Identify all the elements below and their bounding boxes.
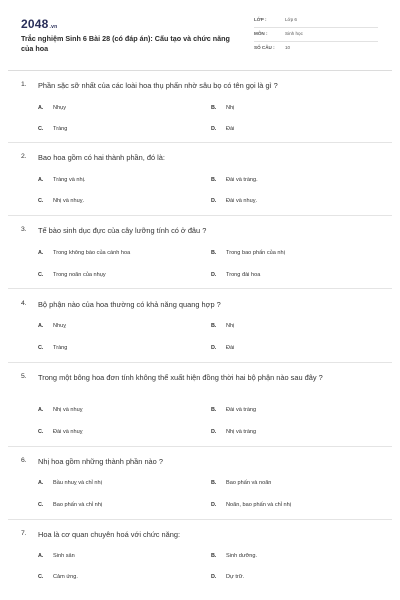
question-text: Bộ phận nào của hoa thường có khả năng quang hợp ?	[38, 300, 221, 309]
option-letter: D.	[211, 429, 217, 435]
option-text: Noãn, bao phấn và chỉ nhị	[226, 502, 291, 508]
option-letter: D.	[211, 345, 217, 351]
option-text: Cảm ứng.	[53, 574, 78, 580]
option-text: Nhụy	[53, 105, 67, 111]
logo-suffix: .vn	[49, 24, 58, 30]
option-text: Trong noãn của nhụy	[53, 272, 106, 278]
option-letter: B.	[211, 177, 217, 183]
option-letter: A.	[38, 323, 44, 329]
meta-panel	[254, 14, 378, 56]
page-title: Trắc nghiệm Sinh 6 Bài 28 (có đáp án): Cấu tạo và chức năng của hoa	[21, 34, 230, 53]
option-text: Tràng và nhị.	[53, 177, 86, 183]
option-letter: A.	[38, 480, 44, 486]
page-header	[0, 0, 400, 70]
option-letter: A.	[38, 177, 44, 183]
option-letter: C.	[38, 429, 44, 435]
site-logo[interactable]	[21, 17, 57, 31]
option-text: Sinh dưỡng.	[226, 553, 258, 559]
option-letter: A.	[38, 250, 44, 256]
option-text: Trong không bào của cánh hoa	[53, 250, 131, 256]
option-text: Dự trữ.	[226, 574, 245, 580]
question-number: 7.	[21, 530, 27, 537]
header-divider	[8, 70, 392, 71]
option-text: Trong đài hoa	[226, 272, 261, 278]
option-letter: B.	[211, 553, 217, 559]
option-text: Sinh sản	[53, 553, 75, 559]
question-divider	[8, 288, 392, 289]
option-letter: D.	[211, 198, 217, 204]
option-text: Đài và tràng	[226, 407, 257, 413]
question-number: 5.	[21, 373, 27, 380]
option-text: Nhị và nhuỵ.	[53, 198, 85, 204]
option-text: Đài và nhuỵ.	[226, 198, 258, 204]
option-letter: C.	[38, 198, 44, 204]
meta-row-class	[254, 14, 378, 28]
question-number: 2.	[21, 153, 27, 160]
option-letter: C.	[38, 574, 44, 580]
option-letter: B.	[211, 323, 217, 329]
option-letter: C.	[38, 502, 44, 508]
option-text: Bao phấn và chỉ nhị	[53, 502, 103, 508]
meta-key: LỚP :	[254, 17, 267, 22]
option-letter: B.	[211, 407, 217, 413]
option-letter: A.	[38, 553, 44, 559]
option-letter: D.	[211, 126, 217, 132]
option-text: Đài	[226, 345, 235, 351]
question-number: 4.	[21, 300, 27, 307]
question-divider	[8, 446, 392, 447]
option-text: Đài	[226, 126, 235, 132]
option-text: Tràng	[53, 126, 68, 132]
meta-key: SỐ CÂU :	[254, 45, 275, 50]
meta-key: MÔN :	[254, 31, 268, 36]
meta-value: Sinh học	[285, 31, 303, 36]
option-text: Nhuỵ	[53, 323, 67, 329]
option-letter: D.	[211, 502, 217, 508]
meta-row-count	[254, 42, 378, 56]
option-letter: D.	[211, 272, 217, 278]
logo-text: 2048	[21, 17, 49, 31]
option-letter: C.	[38, 126, 44, 132]
option-text: Đài và tràng.	[226, 177, 258, 183]
option-letter: D.	[211, 574, 217, 580]
option-text: Trong bao phấn của nhị	[226, 250, 285, 256]
question-divider	[8, 215, 392, 216]
option-text: Nhị	[226, 323, 235, 329]
question-number: 6.	[21, 457, 27, 464]
meta-value: 10	[285, 45, 291, 50]
question-divider	[8, 362, 392, 363]
question-text: Trong một bông hoa đơn tính không thể xuất hiện đồng thời hai bộ phận nào sau đây ?	[38, 373, 323, 382]
question-number: 3.	[21, 226, 27, 233]
option-letter: A.	[38, 105, 44, 111]
option-text: Bầu nhuỵ và chỉ nhị	[53, 480, 102, 486]
option-text: Đài và nhuỵ	[53, 429, 83, 435]
option-letter: B.	[211, 250, 217, 256]
option-text: Nhị và nhuỵ	[53, 407, 83, 413]
option-text: Nhị và tràng	[226, 429, 257, 435]
meta-value: Lớp 6	[285, 17, 297, 22]
option-letter: C.	[38, 272, 44, 278]
option-text: Tràng	[53, 345, 68, 351]
meta-row-subject	[254, 28, 378, 42]
question-text: Tế bào sinh dục đực của cây lưỡng tính có ở đâu ?	[38, 226, 207, 235]
question-text: Bao hoa gồm có hai thành phần, đó là:	[38, 153, 165, 162]
option-letter: B.	[211, 480, 217, 486]
question-text: Nhị hoa gồm những thành phần nào ?	[38, 457, 163, 466]
option-letter: C.	[38, 345, 44, 351]
question-number: 1.	[21, 81, 27, 88]
question-divider	[8, 519, 392, 520]
question-divider	[8, 142, 392, 143]
question-text: Hoa là cơ quan chuyên hoá với chức năng:	[38, 530, 181, 539]
option-letter: B.	[211, 105, 217, 111]
question-text: Phần sặc sỡ nhất của các loài hoa thụ phấn nhờ sâu bọ có tên gọi là gì ?	[38, 81, 278, 90]
option-letter: A.	[38, 407, 44, 413]
option-text: Bao phấn và noãn	[226, 480, 272, 486]
option-text: Nhị	[226, 105, 235, 111]
